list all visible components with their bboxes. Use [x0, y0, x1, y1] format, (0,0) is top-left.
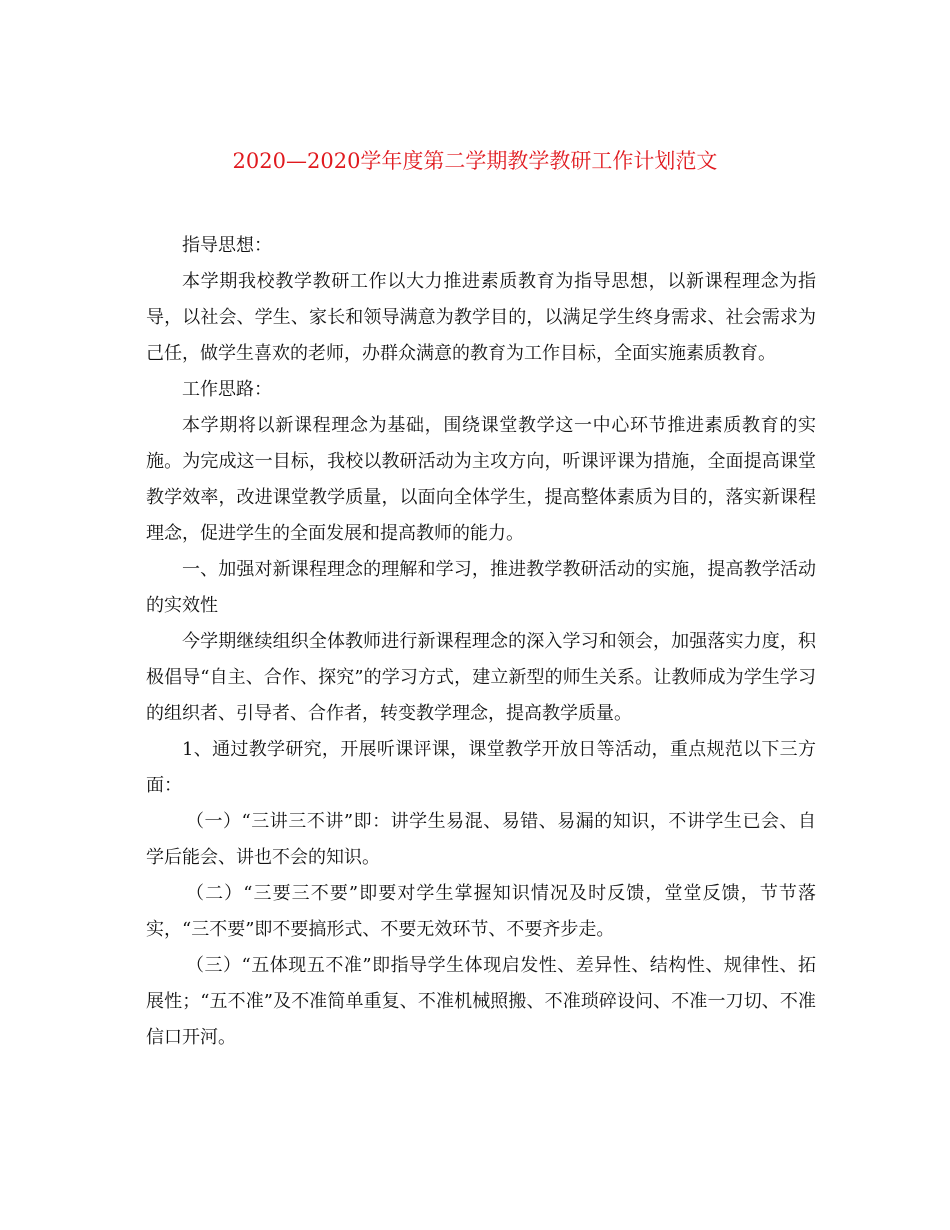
paragraph-guiding-thought: 本学期我校教学教研工作以大力推进素质教育为指导思想，以新课程理念为指导，以社会、学生、家长和领导满意为教学目的，以满足学生终身需求、社会需求为己任，做学生喜欢的老师，办群众满意的教育为工作目标，全面实施素质教育。 [146, 271, 816, 364]
paragraph-section-one: 今学期继续组织全体教师进行新课程理念的深入学习和领会，加强落实力度，积极倡导“自主、合作、探究”的学习方式，建立新型的师生关系。让教师成为学生学习的组织者、引导者、合作者，转变教学理念，提高教学质量。 [146, 631, 816, 724]
heading-guiding-thought: 指导思想： [182, 235, 272, 256]
paragraph-work-approach: 本学期将以新课程理念为基础，围绕课堂教学这一中心环节推进素质教育的实施。为完成这一目标，我校以教研活动为主攻方向，听课评课为措施，全面提高课堂教学效率，改进课堂教学质量，以面向全体学生，提高整体素质为目的，落实新课程理念，促进学生的全面发展和提高教师的能力。 [146, 415, 816, 544]
document-body [146, 228, 816, 1056]
sub-item-three: （三）“五体现五不准”即指导学生体现启发性、差异性、结构性、规律性、拓展性；“五不准”及不准简单重复、不准机械照搬、不准琐碎设问、不准一刀切、不准信口开河。 [146, 955, 816, 1048]
item-one: 1、通过教学研究，开展听课评课，课堂教学开放日等活动，重点规范以下三方面： [146, 739, 816, 796]
section-heading-one: 一、加强对新课程理念的理解和学习，推进教学教研活动的实施，提高教学活动的实效性 [146, 559, 816, 616]
sub-item-two: （二）“三要三不要”即要对学生掌握知识情况及时反馈，堂堂反馈，节节落实，“三不要”即不要搞形式、不要无效环节、不要齐步走。 [146, 883, 816, 940]
sub-item-one: （一）“三讲三不讲”即：讲学生易混、易错、易漏的知识，不讲学生已会、自学后能会、讲也不会的知识。 [146, 811, 816, 868]
document-title: 2020—2020学年度第二学期教学教研工作计划范文 [232, 149, 718, 173]
heading-work-approach: 工作思路： [182, 379, 272, 400]
